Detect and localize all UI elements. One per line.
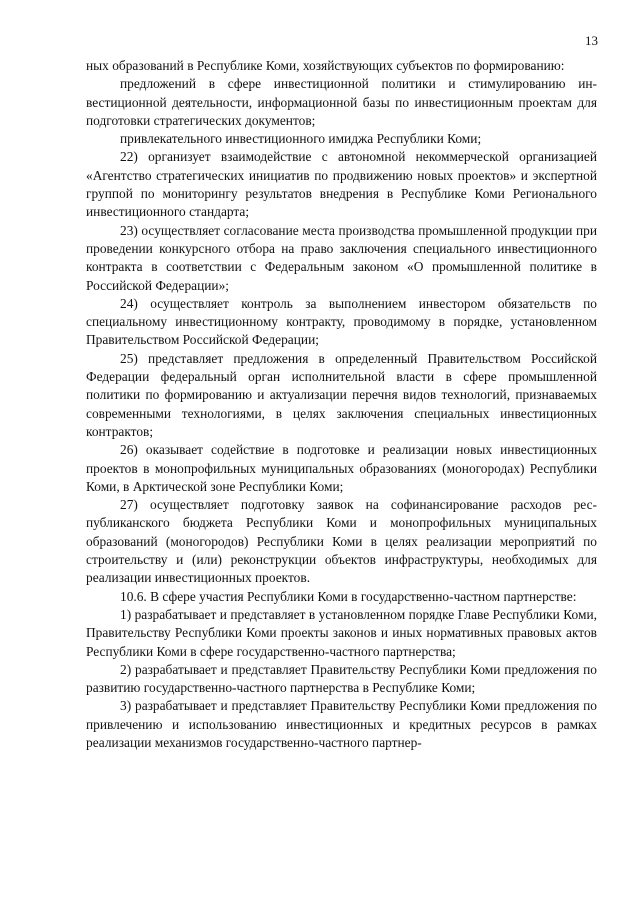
paragraph-ppp-item-2: 2) разрабатывает и представляет Правительству Республики Коми предложения по развитию государственно-частного партнерства в Республике Коми; bbox=[86, 661, 597, 696]
paragraph-item-26: 26) оказывает содействие в подготовке и реализации новых инвестиционных проектов в монопрофильных муниципальных образованиях (моногородах) Республики Коми, в Арктической зоне Республики Коми; bbox=[86, 442, 597, 494]
document-body bbox=[86, 57, 597, 752]
page-number: 13 bbox=[585, 33, 598, 48]
paragraph-section-10-6: 10.6. В сфере участия Республики Коми в государственно-частном партнерстве: bbox=[120, 588, 577, 604]
paragraph-investment-image: привлекательного инвестиционного имиджа Республики Коми; bbox=[120, 131, 482, 147]
paragraph-item-25: 25) представляет предложения в определенный Правительством Российской Федерации федеральный орган исполнительной власти в сфере промышленной политики по формированию и актуализации перечня видов технологий, признаваемых современными технологиями, в целях заключения специальных инвестиционных контрактов; bbox=[86, 350, 597, 439]
paragraph-ppp-item-1: 1) разрабатывает и представляет в установленном порядке Главе Республики Коми, Правительству Республики Коми проекты законов и иных нормативных правовых актов Республики Коми в сфере государственно-частного партнерства; bbox=[86, 606, 597, 659]
paragraph-ppp-item-3: 3) разрабатывает и представляет Правительству Республики Коми предложения по привлечению и использованию инвестиционных и кредитных ресурсов в рамках реализации механизмов государственно-частного партнер- bbox=[86, 698, 597, 750]
paragraph-item-27: 27) осуществляет подготовку заявок на софинансирование расходов республиканского бюджета Республики Коми и монопрофильных муниципальных образований (моногородов) Республики Коми в целях реализации мероприятий по строительству и (или) реконструкции объектов инфраструктуры, необходимых для реализации инвестиционных проектов. bbox=[86, 497, 597, 586]
paragraph-investment-policy-proposals: предложений в сфере инвестиционной политики и стимулированию инвестиционной деятельности, информационной базы по инвестиционным проектам для подготовки стратегических документов; bbox=[86, 76, 597, 128]
paragraph-continuation: ных образований в Республике Коми, хозяйствующих субъектов по формированию: bbox=[86, 58, 565, 73]
paragraph-item-22: 22) организует взаимодействие с автономной некоммерческой организацией «Агентство стратегических инициатив по продвижению новых проектов» и экспертной группой по мониторингу результатов внедрения в Республике Коми Регионального инвестиционного стандарта; bbox=[86, 149, 597, 220]
paragraph-item-23: 23) осуществляет согласование места производства промышленной продукции при проведении конкурсного отбора на право заключения специального инвестиционного контракта в соответствии с Федеральным законом «О промышленной политике в Российской Федерации»; bbox=[86, 222, 597, 293]
paragraph-item-24: 24) осуществляет контроль за выполнением инвестором обязательств по специальному инвестиционному контракту, проводимому в порядке, установленном Правительством Российской Федерации; bbox=[86, 295, 597, 348]
